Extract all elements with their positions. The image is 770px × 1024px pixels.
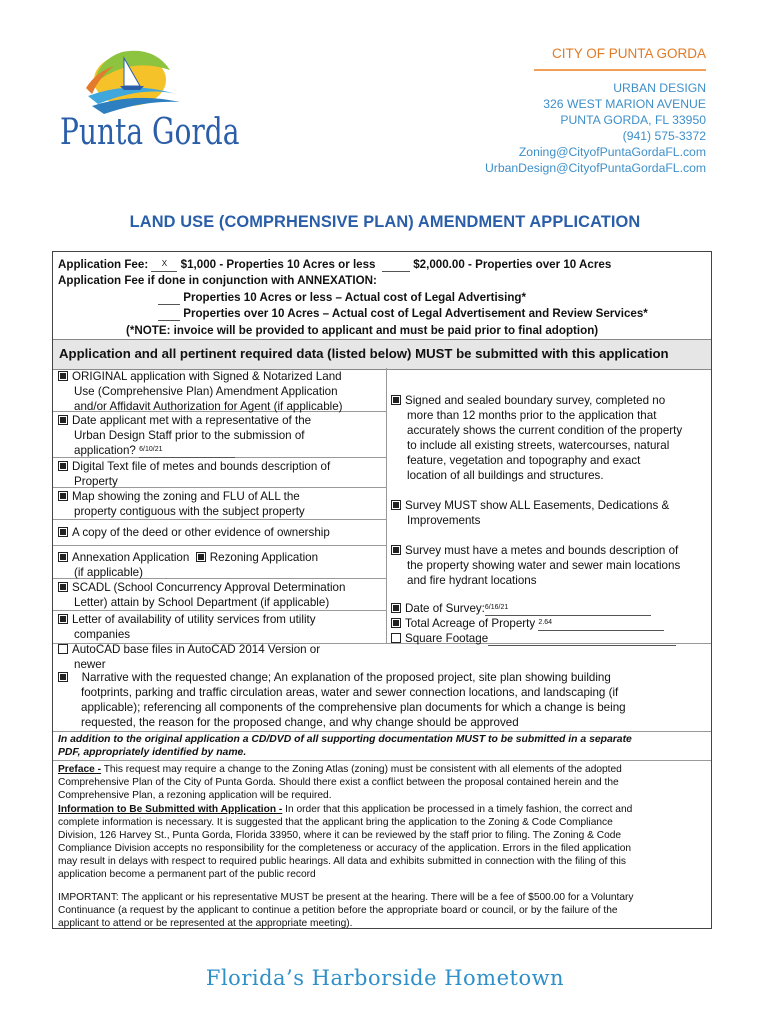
annex-option1-mark[interactable] [158, 293, 180, 305]
email-urban-design[interactable]: UrbanDesign@CityofPuntaGordaFL.com [484, 161, 706, 175]
important-paragraph: IMPORTANT: The applicant or his representative MUST be present at the hearing. There will be a fee of $500.00 for a Voluntary Continuance (a request by the applicant to continue a petition before the appropriate board or council, or by the failure of the applicant to attend or be represented at the appropriate meeting). [58, 892, 634, 929]
checkbox-zoning-map[interactable] [58, 491, 68, 501]
item-scadl: SCADL (School Concurrency Approval Determination Letter) attain by School Department (if applicable) [58, 580, 345, 610]
phone: (941) 575-3372 [622, 129, 706, 143]
checkbox-annexation[interactable] [58, 552, 68, 562]
checkbox-narrative[interactable] [58, 672, 68, 682]
checkbox-utility-letter[interactable] [58, 614, 68, 624]
row-divider [53, 519, 386, 520]
annex-fee-option1 [158, 290, 526, 305]
checkbox-square-footage[interactable] [391, 633, 401, 643]
logo-wordmark: Punta Gorda [60, 112, 240, 153]
email-zoning[interactable]: Zoning@CityofPuntaGordaFL.com [518, 145, 706, 159]
survey-date-field[interactable]: 6/16/21 [485, 604, 651, 616]
item-deed: A copy of the deed or other evidence of ownership [58, 525, 330, 540]
requirements-heading-bar [53, 339, 711, 370]
checkbox-original[interactable] [58, 371, 68, 381]
item-square-footage: Square Footage [391, 631, 676, 646]
fee-option1-mark[interactable] [151, 260, 177, 272]
address-line2: PUNTA GORDA, FL 33950 [560, 113, 706, 127]
meeting-date-field[interactable]: 6/10/21 [139, 446, 235, 458]
footer-tagline: Florida’s Harborside Hometown [205, 966, 565, 990]
item-autocad: AutoCAD base files in AutoCAD 2014 Version or newer [58, 642, 320, 672]
checkbox-scadl[interactable] [58, 582, 68, 592]
checkbox-staff-meeting[interactable] [58, 415, 68, 425]
address-line1: 326 WEST MARION AVENUE [543, 97, 706, 111]
item-boundary-survey: Signed and sealed boundary survey, completed no more than 12 months prior to the application that accurately shows the current condition of the property to include all existing streets, watercourses, natural feature, vegetation and topography and exact location of all buildings and structures. [391, 393, 682, 483]
item-survey-date: Date of Survey:6/16/21 [391, 601, 651, 616]
fee-mark-text: X [161, 259, 168, 268]
rezoning-label: Rezoning Application [209, 551, 319, 564]
fee-option2: $2,000.00 - Properties over 10 Acres [413, 258, 612, 271]
item-staff-meeting: Date applicant met with a representative of the Urban Design Staff prior to the submission of application? 6/10/21 [58, 413, 311, 458]
acreage-field[interactable]: 2.64 [538, 619, 664, 631]
annex-option2-mark[interactable] [158, 309, 180, 321]
checkbox-rezoning[interactable] [196, 552, 206, 562]
checkbox-survey-date[interactable] [391, 603, 401, 613]
annex-option1-text: Properties 10 Acres or less – Actual cost of Legal Advertising* [183, 291, 527, 304]
item-easements: Survey MUST show ALL Easements, Dedications & Improvements [391, 498, 669, 528]
item-metes-bounds: Survey must have a metes and bounds description of the property showing water and sewer main locations and fire hydrant locations [391, 543, 680, 588]
item-narrative: Narrative with the requested change; An explanation of the proposed project, site plan showing building footprints, parking and traffic circulation areas, water and sewer connection locations, and landscaping (if applicable); referencing all components of the comprehensive plan documents for which a change is being requested, the reason for the proposed change, and why change should be approved [58, 670, 626, 730]
checkbox-digital-file[interactable] [58, 461, 68, 471]
fee-line [58, 257, 611, 272]
item-annexation: Annexation Application Rezoning Application (if applicable) [58, 550, 318, 580]
row-divider [53, 731, 711, 732]
checkbox-easements[interactable] [391, 500, 401, 510]
information-paragraph: Information to Be Submitted with Application - In order that this application be processed in a timely fashion, the correct and complete information is necessary. It is suggested that the applicant bring the application to the Zoning & Code Compliance Division, 126 Harvey St., Punta Gorda, Florida 33950, where it can be reviewed by the staff prior to filing. The Zoning & Code Compliance Division accepts no responsibility for the completeness or accuracy of the application. Errors in the filed application may result in delays with respect to required public hearings. All data and exhibits submitted in connection with the filing of this application become a permanent part of the public record [58, 804, 633, 880]
fee-note: (*NOTE: invoice will be provided to applicant and must be paid prior to final adoption) [126, 324, 599, 337]
fee-label: Application Fee: [58, 258, 149, 271]
header-rule [534, 69, 706, 71]
checkbox-autocad[interactable] [58, 644, 68, 654]
city-name: CITY OF PUNTA GORDA [551, 46, 706, 61]
item-utility-letter: Letter of availability of utility services from utility companies [58, 612, 316, 642]
row-divider [53, 610, 386, 611]
cd-dvd-note: In addition to the original application a CD/DVD of all supporting documentation MUST to be submitted in a separate PDF, appropriately identified by name. [58, 734, 632, 758]
annex-fee-option2 [158, 306, 648, 321]
row-divider [53, 545, 386, 546]
square-footage-field[interactable] [488, 634, 676, 646]
annex-option2-text: Properties over 10 Acres – Actual cost of Legal Advertisement and Review Services* [183, 307, 648, 320]
row-divider [53, 760, 711, 761]
checkbox-total-acreage[interactable] [391, 618, 401, 628]
checkbox-boundary-survey[interactable] [391, 395, 401, 405]
fee-option2-mark[interactable] [382, 260, 410, 272]
checkbox-metes-bounds[interactable] [391, 545, 401, 555]
contact-block [485, 80, 706, 176]
item-digital-text-file: Digital Text file of metes and bounds description of Property [58, 459, 330, 489]
item-original-application: ORIGINAL application with Signed & Notarized Land Use (Comprehensive Plan) Amendment Application and/or Affidavit Authorization for Agent (if applicable) [58, 369, 343, 414]
page-title: LAND USE (COMPRHENSIVE PLAN) AMENDMENT APPLICATION [129, 213, 641, 231]
preface-paragraph: Preface - This request may require a change to the Zoning Atlas (zoning) must be consistent with all elements of the adopted Comprehensive Plan of the City of Punta Gorda. Should there exist a conflict between the proposal contained herein and the Comprehensive Plan, a rezoning application will be required. [58, 764, 622, 801]
fee-option1: $1,000 - Properties 10 Acres or less [180, 258, 376, 271]
annex-fee-label: Application Fee if done in conjunction with ANNEXATION: [58, 274, 377, 287]
item-zoning-map: Map showing the zoning and FLU of ALL the property contiguous with the subject property [58, 489, 305, 519]
department: URBAN DESIGN [613, 81, 706, 95]
column-divider [386, 368, 387, 643]
requirements-heading: Application and all pertinent required data (listed below) MUST be submitted with this application [59, 346, 669, 361]
checkbox-deed[interactable] [58, 527, 68, 537]
item-total-acreage: Total Acreage of Property 2.64 [391, 616, 664, 631]
